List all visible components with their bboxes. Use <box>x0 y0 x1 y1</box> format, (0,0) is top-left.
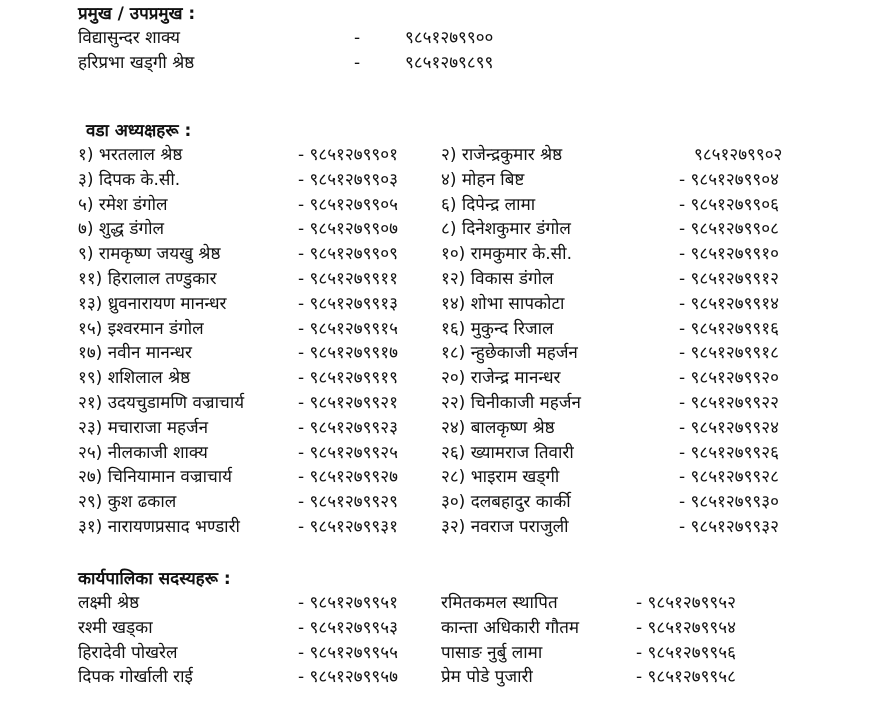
ward-chair-name: १६) मुकुन्द रिजाल <box>441 318 554 339</box>
exec-member-name: प्रेम पोडे पुजारी <box>441 667 533 688</box>
table-row <box>0 168 890 193</box>
ward-chair-phone: - ९८५१२७९९१० <box>679 244 779 265</box>
ward-chair-name: २४) बालकृष्ण श्रेष्ठ <box>441 417 555 438</box>
ward-chair-name: ७) शुद्ध डंगोल <box>78 219 165 240</box>
heading-ward-chairs: वडा अध्यक्षहरू : <box>86 121 192 141</box>
ward-chair-name: २३) मचाराजा महर्जन <box>78 417 209 438</box>
ward-chair-name: २२) चिनीकाजी महर्जन <box>441 393 581 413</box>
exec-member-phone: - ९८५१२७९९५७ <box>298 667 398 688</box>
table-row <box>0 267 890 292</box>
ward-chair-phone: - ९८५१२७९९२८ <box>679 467 779 488</box>
exec-member-phone: - ९८५१२७९९५३ <box>298 617 398 638</box>
ward-chair-phone: - ९८५१२७९९२३ <box>298 417 398 438</box>
ward-chair-phone: - ९८५१२७९९०९ <box>298 244 398 265</box>
exec-member-name: हिरादेवी पोखरेल <box>78 642 178 663</box>
table-row <box>0 292 890 317</box>
table-row <box>0 616 890 641</box>
ward-chair-name: २५) नीलकाजी शाक्य <box>78 442 208 463</box>
ward-chair-phone: - ९८५१२७९९०८ <box>679 219 779 240</box>
ward-chair-name: २१) उदयचुडामणि वज्राचार्य <box>78 393 245 413</box>
exec-member-name: पासाङ नुर्बु लामा <box>441 642 543 663</box>
phone-number: ९८५१२७९८९९ <box>405 53 494 73</box>
ward-chair-phone: - ९८५१२७९९२६ <box>679 442 779 463</box>
ward-chair-name: १५) इश्वरमान डंगोल <box>78 318 204 339</box>
ward-chair-name: २९) कुश ढकाल <box>78 492 177 513</box>
ward-chair-name: ९) रामकृष्ण जयखु श्रेष्ठ <box>78 244 221 265</box>
exec-member-phone: - ९८५१२७९९५६ <box>636 642 736 663</box>
ward-chair-name: १) भरतलाल श्रेष्ठ <box>78 145 183 165</box>
ward-chair-phone: - ९८५१२७९९०४ <box>679 169 779 190</box>
exec-member-phone: - ९८५१२७९९५२ <box>636 593 736 613</box>
ward-chair-phone: - ९८५१२७९९१२ <box>679 269 779 289</box>
table-row <box>0 193 890 218</box>
ward-chair-phone: - ९८५१२७९९०७ <box>298 219 398 240</box>
ward-chair-name: १८) न्हुछेकाजी महर्जन <box>441 343 578 364</box>
ward-chair-phone: - ९८५१२७९९३२ <box>679 517 779 537</box>
table-row <box>0 317 890 342</box>
table-row <box>0 515 890 540</box>
ward-chair-phone: - ९८५१२७९९२४ <box>679 417 779 438</box>
ward-chair-phone: - ९८५१२७९९१९ <box>298 368 398 389</box>
ward-chair-name: २) राजेन्द्रकुमार श्रेष्ठ <box>441 145 563 165</box>
ward-chair-name: १२) विकास डंगोल <box>441 269 554 289</box>
table-row <box>0 665 890 690</box>
list-item <box>0 51 890 76</box>
list-item <box>0 26 890 51</box>
ward-chair-name: ५) रमेश डंगोल <box>78 194 168 215</box>
table-row <box>0 465 890 490</box>
ward-chair-phone: - ९८५१२७९९१४ <box>679 293 779 314</box>
ward-chair-name: ६) दिपेन्द्र लामा <box>441 194 536 215</box>
separator-dash: - <box>354 28 361 48</box>
ward-chair-phone: - ९८५१२७९९२९ <box>298 492 398 513</box>
ward-chair-phone: - ९८५१२७९९१८ <box>679 343 779 364</box>
exec-member-name: कान्ता अधिकारी गौतम <box>441 617 580 638</box>
table-row <box>0 366 890 391</box>
ward-chair-phone: - ९८५१२७९९१६ <box>679 318 779 339</box>
table-row <box>0 490 890 515</box>
table-row <box>0 217 890 242</box>
exec-member-name: रमितकमल स्थापित <box>441 593 558 613</box>
ward-chair-phone: - ९८५१२७९९२७ <box>298 467 398 488</box>
ward-chair-phone: - ९८५१२७९९२० <box>679 368 779 389</box>
ward-chair-name: ११) हिरालाल तण्डुकार <box>78 269 217 289</box>
ward-chair-phone: - ९८५१२७९९११ <box>298 269 398 289</box>
ward-chair-phone: - ९८५१२७९९२२ <box>679 393 779 413</box>
ward-chair-name: ३१) नारायणप्रसाद भण्डारी <box>78 517 240 537</box>
ward-chair-phone: - ९८५१२७९९२१ <box>298 393 398 413</box>
ward-chair-name: १४) शोभा सापकोटा <box>441 293 565 314</box>
ward-chair-phone: - ९८५१२७९९०३ <box>298 169 398 190</box>
exec-member-name: दिपक गोर्खाली राई <box>78 667 193 688</box>
official-name: विद्यासुन्दर शाक्य <box>78 28 181 48</box>
ward-chair-name: १७) नवीन मानन्धर <box>78 343 192 364</box>
ward-chair-name: २६) ख्यामराज तिवारी <box>441 442 574 463</box>
exec-member-name: रश्मी खड्का <box>78 617 153 638</box>
official-name: हरिप्रभा खड्गी श्रेष्ठ <box>78 53 195 73</box>
exec-member-phone: - ९८५१२७९९५४ <box>636 617 736 638</box>
separator-dash: - <box>354 53 361 73</box>
exec-member-phone: - ९८५१२७९९५५ <box>298 642 398 663</box>
ward-chair-phone: - ९८५१२७९९१३ <box>298 293 398 314</box>
ward-chair-name: ३) दिपक के.सी. <box>78 169 181 190</box>
table-row <box>0 416 890 441</box>
ward-chair-name: ४) मोहन बिष्ट <box>441 169 525 190</box>
ward-chair-phone: - ९८५१२७९९३० <box>679 492 779 513</box>
ward-chair-name: २०) राजेन्द्र मानन्धर <box>441 368 561 389</box>
table-row <box>0 143 890 168</box>
ward-chair-phone: - ९८५१२७९९१७ <box>298 343 398 364</box>
table-row <box>0 391 890 416</box>
table-row <box>0 341 890 366</box>
ward-chair-name: २७) चिनियामान वज्राचार्य <box>78 467 233 488</box>
ward-chair-name: ३२) नवराज पराजुली <box>441 517 569 537</box>
ward-chair-phone: - ९८५१२७९९०६ <box>679 194 779 215</box>
ward-chair-phone: - ९८५१२७९९३१ <box>298 517 398 537</box>
ward-chair-name: १३) ध्रुवनारायण मानन्धर <box>78 293 227 314</box>
ward-chair-name: ८) दिनेशकुमार डंगोल <box>441 219 571 240</box>
exec-member-name: लक्ष्मी श्रेष्ठ <box>78 593 140 613</box>
ward-chair-name: २८) भाइराम खड्गी <box>441 467 560 488</box>
ward-chair-phone: - ९८५१२७९९१५ <box>298 318 398 339</box>
phone-number: ९८५१२७९९०० <box>405 28 494 48</box>
exec-member-phone: - ९८५१२७९९५१ <box>298 593 398 613</box>
exec-member-phone: - ९८५१२७९९५८ <box>636 667 736 688</box>
table-row <box>0 441 890 466</box>
table-row <box>0 242 890 267</box>
ward-chair-phone: ९८५१२७९९०२ <box>694 145 783 165</box>
ward-chair-name: ३०) दलबहादुर कार्की <box>441 492 571 513</box>
ward-chair-phone: - ९८५१२७९९०१ <box>298 145 398 165</box>
heading-mayor-deputy: प्रमुख / उपप्रमुख : <box>78 4 196 24</box>
ward-chair-phone: - ९८५१२७९९०५ <box>298 194 398 215</box>
ward-chair-name: १०) रामकुमार के.सी. <box>441 244 572 265</box>
table-row <box>0 641 890 666</box>
ward-chair-phone: - ९८५१२७९९२५ <box>298 442 398 463</box>
ward-chair-name: १९) शशिलाल श्रेष्ठ <box>78 368 191 389</box>
heading-exec-members: कार्यपालिका सदस्यहरू : <box>78 569 231 589</box>
table-row <box>0 591 890 616</box>
